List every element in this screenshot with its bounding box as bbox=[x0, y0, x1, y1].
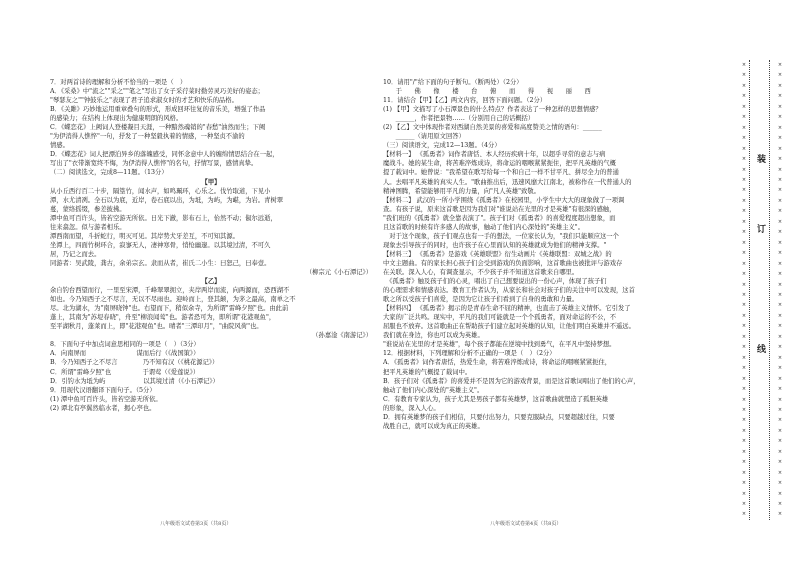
text-line: 12．根据材料，下列理解和分析不正确的一项是（ ）（2分） bbox=[383, 350, 556, 358]
binding-x-mark: × bbox=[741, 239, 747, 246]
binding-x-mark: × bbox=[741, 459, 747, 466]
text-line: A．《孤勇者》词作者唐恬，热爱生命，将苦难淬炼成诗，将命运的咽喉紧紧扼住， bbox=[383, 359, 612, 367]
binding-x-mark: × bbox=[741, 156, 747, 163]
text-line: "为伊消得人憔悴"一句，抒发了一种坚毅执着的情感，一种坚贞不渝的 bbox=[50, 133, 245, 141]
text-line: 8．下面句子中加点词意思相同的一项是（ ）（3分） bbox=[50, 341, 200, 349]
binding-margin bbox=[735, 60, 789, 520]
text-line: "我们班的《孤勇者》就全靠表演了"。孩子们对《孤勇者》的喜爱程度超出想象，而 bbox=[383, 214, 616, 222]
binding-x-mark: × bbox=[777, 406, 783, 413]
binding-x-mark: × bbox=[777, 271, 783, 278]
text-line: 的感染力；在结构上体现出为健康明朗的风格。 bbox=[50, 115, 183, 123]
binding-x-mark: × bbox=[777, 333, 783, 340]
binding-x-mark: × bbox=[741, 469, 747, 476]
text-line: 9．用现代汉语翻译下面句子。（5分） bbox=[50, 386, 156, 394]
binding-x-mark: × bbox=[777, 260, 783, 267]
binding-x-mark: × bbox=[777, 396, 783, 403]
binding-x-mark: × bbox=[777, 323, 783, 330]
binding-x-mark: × bbox=[741, 281, 747, 288]
binding-x-mark: × bbox=[741, 375, 747, 382]
binding-x-mark: × bbox=[741, 250, 747, 257]
binding-x-mark: × bbox=[741, 260, 747, 267]
binding-x-mark: × bbox=[777, 93, 783, 100]
text-line: 【材料四】 《孤勇者》揭示的是青春生命不屈的精神，也直击了英雄主义情怀。它引发了 bbox=[383, 305, 631, 313]
binding-x-mark: × bbox=[777, 166, 783, 173]
binding-x-mark: × bbox=[777, 417, 783, 424]
text-line: 在关联。深入人心，有调查显示，不少孩子并不知道这首歌来自哪里。 bbox=[383, 268, 579, 276]
binding-x-mark: × bbox=[741, 312, 747, 319]
text-line: 触动了他们内心深处的"英雄主义"。 bbox=[383, 386, 484, 394]
binding-x-mark: × bbox=[741, 501, 747, 508]
text-line: 尽。北为湖水，为"南屏晓钟"也。右望而下，稍似余寺，为所谓"雷峰夕照"也。由此前 bbox=[50, 305, 289, 313]
binding-x-mark: × bbox=[777, 281, 783, 288]
text-line: 大家的广泛共鸣。现实中，平凡的我们可能就是一个个孤勇者，面对命运的不公，不 bbox=[383, 314, 616, 322]
binding-x-marks bbox=[775, 60, 785, 520]
binding-x-mark: × bbox=[777, 156, 783, 163]
binding-x-mark: × bbox=[777, 459, 783, 466]
text-line: （柳宗元《小石潭记》） bbox=[305, 268, 372, 276]
binding-x-mark: × bbox=[777, 197, 783, 204]
binding-x-mark: × bbox=[777, 448, 783, 455]
binding-x-mark: × bbox=[741, 145, 747, 152]
binding-x-mark: × bbox=[777, 375, 783, 382]
binding-label-xian: 线 bbox=[757, 345, 767, 355]
text-line: 于 佛 像 楼 台 俯 而 得 视 丽 西 bbox=[383, 88, 591, 96]
binding-x-mark: × bbox=[741, 72, 747, 79]
binding-x-mark: × bbox=[777, 386, 783, 393]
text-line: 屈服也不放弃。这首歌曲正在帮助孩子们建立起对英雄的认知，让他们明白英雄并不遥远。 bbox=[383, 323, 635, 331]
binding-x-mark: × bbox=[777, 208, 783, 215]
text-line: 潭中鱼可百许头，皆若空游无所依。日光下澈，影布石上，佁然不动；俶尔远逝， bbox=[50, 214, 277, 222]
binding-x-mark: × bbox=[741, 187, 747, 194]
binding-x-mark: × bbox=[741, 480, 747, 487]
binding-label-ding: 订 bbox=[757, 225, 767, 235]
text-line: 情感。 bbox=[50, 142, 69, 150]
binding-x-mark: × bbox=[777, 291, 783, 298]
text-line: 把平凡英雄的气概提了载词中。 bbox=[383, 368, 472, 376]
binding-x-mark: × bbox=[741, 103, 747, 110]
text-line: C．《蝶恋花》上阙词人登楼凝目天涯，一种黯然魂销的"春愁"油然而生；下阙 bbox=[50, 124, 266, 132]
binding-x-mark: × bbox=[741, 396, 747, 403]
text-line: (1) 潭中鱼可百许头，皆若空游无所依。 bbox=[50, 395, 162, 403]
text-line: 往来翕忽。似与游者相乐。 bbox=[50, 223, 126, 231]
binding-x-mark: × bbox=[777, 365, 783, 372]
binding-x-mark: × bbox=[741, 354, 747, 361]
text-line: 【材料一】 《孤勇者》词作者唐恬、本人经历疾病十年，以超乎寻常的意志与病 bbox=[383, 151, 606, 159]
text-line: D．引钓水为坻为屿 以其境过清（《小石潭记》） bbox=[50, 377, 219, 385]
binding-x-mark: × bbox=[741, 166, 747, 173]
text-line: 的形象，深入人心。 bbox=[383, 404, 440, 412]
text-line: C．有教育专家认为，孩子尤其是男孩子都有英雄梦，这首歌曲就塑造了孤胆英雄 bbox=[383, 395, 609, 403]
text-line: 人。去唱平凡英雄的真实人生。"歌曲推出后，迅速风靡大江南北，被称作在一代普通人的 bbox=[383, 178, 632, 186]
binding-x-mark: × bbox=[741, 511, 747, 518]
binding-x-mark: × bbox=[777, 145, 783, 152]
binding-x-mark: × bbox=[741, 386, 747, 393]
text-line: 魔战斗。她的某生命，将苦难淬炼成诗，将命运的咽喉紧紧扼住，把平凡英雄的气概 bbox=[383, 160, 616, 168]
text-line: 同游者：吴武陵，龚古，余弟宗玄。隶而从者，崔氏二小生：曰恕己，曰奉壹。 bbox=[50, 259, 271, 267]
text-line: 【材料二】 武汉的一所小学围绕《孤勇者》在校园里，小学生中大大的现象做了一项调 bbox=[383, 196, 625, 204]
binding-x-mark: × bbox=[741, 323, 747, 330]
binding-x-mark: × bbox=[777, 103, 783, 110]
text-line: ______，作者把景物……（分别用自己的话概括） bbox=[383, 115, 535, 123]
text-line: A．向南屏而 谋而后行（《战国策》） bbox=[50, 350, 200, 358]
text-line: "琴瑟友之""钟鼓乐之"表现了君子追求淑女时的才艺和快乐的品格。 bbox=[50, 97, 238, 105]
binding-x-mark: × bbox=[741, 93, 747, 100]
text-line: （孙嘉淦《南游记》） bbox=[312, 332, 372, 340]
binding-x-mark: × bbox=[777, 312, 783, 319]
binding-x-mark: × bbox=[777, 114, 783, 121]
binding-x-mark: × bbox=[741, 302, 747, 309]
left-page-footer: 八年级语文试卷第3页（共8页） bbox=[160, 521, 232, 527]
binding-x-mark: × bbox=[777, 72, 783, 79]
text-line: B．孩子们对《孤勇者》的喜爱并不是因为它的游戏背景，而是这首歌词唱出了他们的心声， bbox=[383, 377, 640, 385]
text-line: 【甲】 bbox=[201, 178, 221, 186]
binding-x-mark: × bbox=[777, 187, 783, 194]
binding-dotted-line bbox=[749, 60, 750, 520]
binding-x-mark: × bbox=[777, 438, 783, 445]
binding-x-mark: × bbox=[741, 417, 747, 424]
text-line: 战胜自己，就可以成为真正的英雄。 bbox=[383, 422, 484, 430]
binding-x-mark: × bbox=[741, 490, 747, 497]
text-line: 余自钓台西望而行，一里至宋潭，千峰翠翠拥立，夹岸两岸而流，向两源而，恐西湖不 bbox=[50, 287, 290, 295]
binding-x-mark: × bbox=[741, 229, 747, 236]
text-line: "谁说站在光里的才是英雄"，每个孩子都能在逆境中找到勇气，在平凡中坚持梦想。 bbox=[383, 341, 616, 349]
binding-x-mark: × bbox=[741, 271, 747, 278]
text-line: 居，乃记之而去。 bbox=[50, 250, 101, 258]
binding-x-mark: × bbox=[777, 469, 783, 476]
binding-x-mark: × bbox=[741, 291, 747, 298]
text-line: 且这首歌的时候有许多感人的故事，触动了他们内心深处的"英雄主义"。 bbox=[383, 223, 584, 231]
text-line: 【材料三】 《孤勇者》是游戏《英雄联盟》衍生动画片《英雄联盟：双城之战》的 bbox=[383, 250, 612, 258]
binding-x-mark: × bbox=[741, 427, 747, 434]
text-line: D．《蝶恋花》词人把漂泊异乡的落魄感受，同怀念意中人的缠绵情思结合在一起， bbox=[50, 151, 279, 159]
binding-x-mark: × bbox=[777, 354, 783, 361]
text-line: 坐潭上，四面竹树环合，寂寥无人，凄神寒骨，悄怆幽邃。以其境过清，不可久 bbox=[50, 241, 271, 249]
text-line: B．今乃知西子之不尽言 乃不知有汉（《桃花源记》） bbox=[50, 359, 219, 367]
binding-x-mark: × bbox=[741, 365, 747, 372]
text-line: 的心理需求和情感表达。教育工作者认为，从家长和社会对孩子们的关注中可以发现，这首 bbox=[383, 287, 635, 295]
binding-x-mark: × bbox=[777, 490, 783, 497]
text-line: (2) 谭北有亭翼然临水者，揭心亭也。 bbox=[50, 404, 156, 412]
text-line: 歌之所以受孩子们喜爱，是因为它让孩子们看到了自身的勇敢和力量。 bbox=[383, 296, 579, 304]
text-line: B．《关雎》巧妙地运用重章叠句的形式，形成回环往复的音乐美，增强了作品 bbox=[50, 106, 266, 114]
right-page-footer: 八年级语文试卷第4页（共8页） bbox=[490, 521, 562, 527]
text-line: (2) 【乙】文中体现作者对西湖自然美景的喜爱和高度赞美之情的语句：______ bbox=[383, 124, 602, 132]
text-line: （三）阅读语文，完成12—13题。（4分） bbox=[383, 142, 501, 150]
text-line: (1) 【甲】文描写了小石潭景色的什么特点？作者表达了一种怎样的思想情感？ bbox=[383, 106, 602, 114]
binding-x-mark: × bbox=[777, 239, 783, 246]
text-line: 写出了"衣带渐宽终不悔，为伊消得人憔悴"的名句，抒情写景，感情真挚。 bbox=[50, 160, 258, 168]
binding-x-mark: × bbox=[741, 114, 747, 121]
binding-x-mark: × bbox=[741, 438, 747, 445]
text-line: 从小丘西行百二十步，隔篁竹，闻水声，如鸣珮环，心乐之。伐竹取道，下见小 bbox=[50, 187, 271, 195]
text-line: 至平湖秋月，蓬莱而上，即"花港观鱼"也。晴者"三潭印月"，"曲院风荷"也。 bbox=[50, 323, 263, 331]
text-line: 【乙】 bbox=[201, 278, 221, 286]
binding-x-mark: × bbox=[777, 511, 783, 518]
text-line: 如也。今乃知西子之不尽言，无以不尽雨也。迎岭而上，登其颠，为茅之最高，南单之不 bbox=[50, 296, 296, 304]
text-line: A．《采桑》中"流之""采之""笔之"写出了女子采荇菜时勤劳灵巧美好的姿态； bbox=[50, 88, 264, 96]
text-line: ______（请用原文回答） bbox=[383, 133, 465, 141]
binding-x-mark: × bbox=[741, 197, 747, 204]
binding-x-mark: × bbox=[777, 135, 783, 142]
binding-x-mark: × bbox=[777, 344, 783, 351]
text-line: 7．对两首诗的理解和分析不恰当的一项是（ ） bbox=[50, 79, 187, 86]
binding-x-mark: × bbox=[777, 62, 783, 68]
binding-x-mark: × bbox=[777, 250, 783, 257]
binding-x-mark: × bbox=[741, 124, 747, 131]
binding-x-mark: × bbox=[777, 229, 783, 236]
binding-x-mark: × bbox=[741, 62, 747, 68]
text-line: 《孤勇者》触及孩子们的心灵，唱出了自己想要说出的一份心声，体现了孩子们 bbox=[383, 278, 607, 286]
text-line: 查。有孩子说，原来这首歌是因为我们对"谁说站在光里的才是英雄"有很深的感触， bbox=[383, 205, 616, 213]
binding-x-mark: × bbox=[777, 176, 783, 183]
binding-x-mark: × bbox=[741, 333, 747, 340]
text-line: 蓬上，其南为"苏堤春晓"，舟至"柳浪闻莺"也。游者恐可为，即所谓"花港观鱼"， bbox=[50, 314, 276, 322]
binding-x-mark: × bbox=[777, 82, 783, 89]
right-page-column bbox=[383, 78, 716, 431]
binding-x-mark: × bbox=[741, 344, 747, 351]
text-line: 潭西南而望，斗折蛇行，明灭可见。其岸势犬牙差互，不可知其源。 bbox=[50, 232, 239, 240]
binding-x-mark: × bbox=[741, 218, 747, 225]
left-page-column bbox=[50, 78, 372, 413]
binding-x-mark: × bbox=[741, 82, 747, 89]
binding-x-mark: × bbox=[777, 427, 783, 434]
text-line: 蔓，蒙络摇缀，参差披拂。 bbox=[50, 205, 126, 213]
binding-x-mark: × bbox=[741, 176, 747, 183]
binding-label-zhuang: 装 bbox=[757, 155, 767, 165]
text-line: （二）阅读选文，完成8—11题。（13分） bbox=[50, 169, 168, 177]
binding-x-mark: × bbox=[741, 208, 747, 215]
text-line: D．拥有英雄梦的孩子们相信，只要付出努力，只要克服缺点，只要超越过往，只要 bbox=[383, 413, 615, 421]
text-line: 11．请结合【甲】【乙】两文内容，回答下面问题。（2分） bbox=[383, 97, 547, 105]
text-line: 精神图腾，希望能够用平凡的力量，向"凡人英雄"致敬。 bbox=[383, 187, 540, 195]
text-line: 中文主题曲。有的家长担心孩子们会受到游戏的负面影响，这首歌曲也被批评与游戏存 bbox=[383, 259, 623, 267]
binding-x-marks bbox=[739, 60, 749, 520]
binding-x-mark: × bbox=[741, 406, 747, 413]
binding-x-mark: × bbox=[741, 135, 747, 142]
text-line: 我们就在身边，你也可以成为英雄。 bbox=[383, 332, 484, 340]
text-line: C．所谓"雷峰夕照"也 于谓莺（《爱莲说》） bbox=[50, 368, 200, 376]
binding-x-mark: × bbox=[741, 448, 747, 455]
text-line: 10．请用"/"给下面的句子断句。（断两处）（2分） bbox=[383, 79, 523, 86]
text-line: 潭，水尤清冽。全石以为底，近岸，卷石底以出，为坻，为屿，为嵁，为岩。青树翠 bbox=[50, 196, 283, 204]
binding-x-mark: × bbox=[777, 302, 783, 309]
binding-x-mark: × bbox=[777, 124, 783, 131]
text-line: 对于这个现象，孩子们观点也有一手的想法，一位家长认为，"我们只能顺应这一个 bbox=[383, 232, 619, 240]
binding-x-mark: × bbox=[777, 480, 783, 487]
binding-dotted-line bbox=[769, 60, 770, 520]
binding-x-mark: × bbox=[777, 501, 783, 508]
text-line: 现象去引导孩子的同时，也许孩子在心里面认知的英雄就成为他们的精神支撑。" bbox=[383, 241, 607, 249]
text-line: 提了载词中。她曾说："我希望在歌写给每一个和自己一样不甘平凡、拼尽全力的普通 bbox=[383, 169, 619, 177]
binding-x-mark: × bbox=[777, 218, 783, 225]
